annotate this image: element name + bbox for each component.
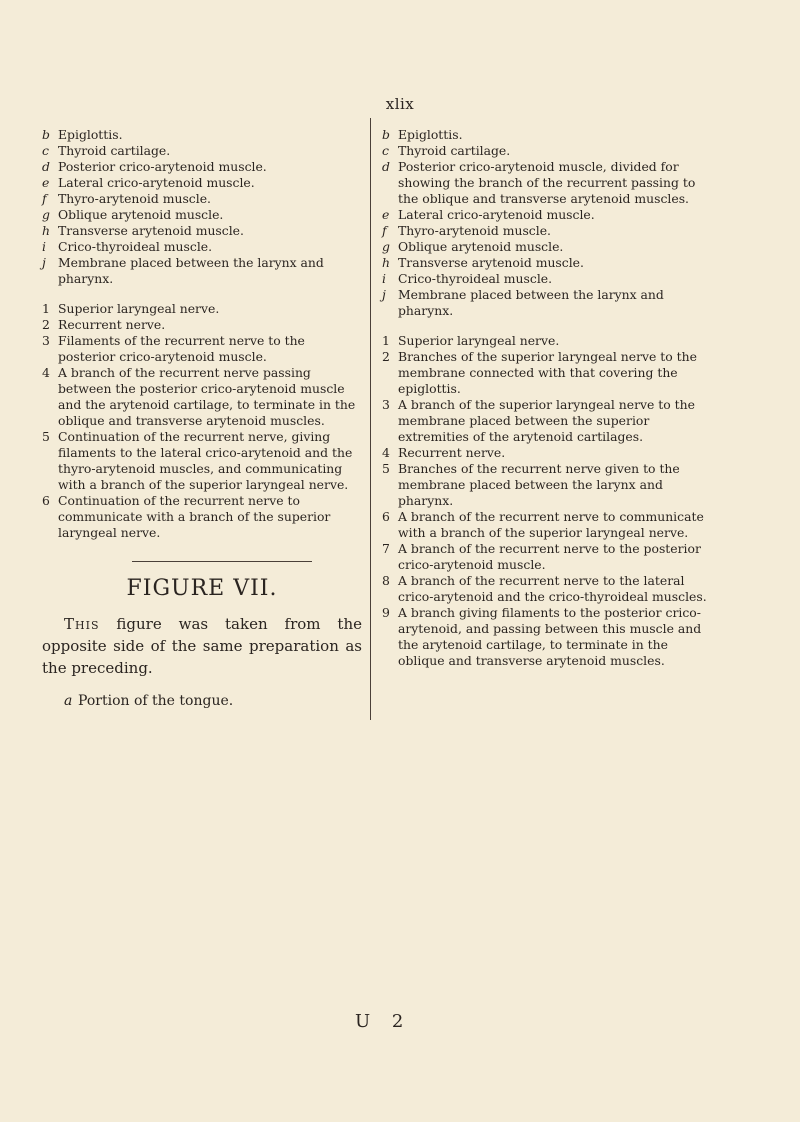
legend-key: 5	[382, 461, 390, 476]
legend-entry	[382, 255, 708, 271]
right-number-legend	[382, 333, 708, 669]
legend-key: d	[42, 159, 50, 174]
figure-title: FIGURE VII.	[126, 576, 278, 601]
legend-entry	[42, 127, 362, 143]
legend-text: Crico-thyroideal muscle.	[58, 239, 213, 254]
legend-key: 1	[42, 301, 50, 316]
figure-description-body: figure was taken from the opposite side of the same preparation as the preceding.	[42, 615, 362, 677]
legend-key: 8	[382, 573, 390, 588]
legend-text: Continuation of the recurrent nerve, giving filaments to the lateral crico-arytenoid and the thyro-arytenoid muscles, and communicating with a branch of the superior laryngeal nerve.	[58, 429, 353, 492]
figure-description	[42, 613, 362, 679]
legend-entry	[64, 693, 362, 709]
legend-key: f	[382, 223, 387, 238]
legend-text: A branch of the recurrent nerve to communicate with a branch of the superior laryngeal nerve.	[398, 509, 704, 540]
legend-text: A branch giving filaments to the posterior crico-arytenoid, and passing between this muscle and the arytenoid cartilage, to terminate in the oblique and transverse arytenoid muscles.	[398, 605, 702, 668]
legend-key: a	[64, 693, 73, 709]
legend-key: b	[42, 127, 50, 142]
legend-text: A branch of the recurrent nerve to the lateral crico-arytenoid and the crico-thyroideal muscles.	[398, 573, 707, 604]
legend-entry	[382, 445, 708, 461]
legend-text: Thyro-arytenoid muscle.	[58, 191, 211, 206]
legend-entry	[42, 159, 362, 175]
legend-key: c	[382, 143, 389, 158]
legend-key: 5	[42, 429, 50, 444]
legend-text: Filaments of the recurrent nerve to the posterior crico-arytenoid muscle.	[58, 333, 305, 364]
legend-entry	[42, 493, 362, 541]
legend-text: Posterior crico-arytenoid muscle.	[58, 159, 267, 174]
legend-text: A branch of the recurrent nerve passing between the posterior crico-arytenoid muscle and the arytenoid cartilage, to terminate in the oblique and transverse arytenoid muscles.	[58, 365, 356, 428]
legend-entry	[42, 317, 362, 333]
legend-key: 4	[42, 365, 50, 380]
legend-entry	[42, 191, 362, 207]
legend-entry	[42, 143, 362, 159]
legend-text: Membrane placed between the larynx and pharynx.	[58, 255, 324, 286]
legend-text: Oblique arytenoid muscle.	[398, 239, 564, 254]
legend-key: j	[42, 255, 46, 270]
legend-key: g	[42, 207, 50, 222]
signature-mark: U 2	[355, 1011, 412, 1032]
legend-text: Lateral crico-arytenoid muscle.	[58, 175, 255, 190]
legend-key: 2	[42, 317, 50, 332]
legend-text: Thyro-arytenoid muscle.	[398, 223, 551, 238]
legend-text: Recurrent nerve.	[58, 317, 166, 332]
legend-key: 7	[382, 541, 390, 556]
legend-text: Superior laryngeal nerve.	[58, 301, 220, 316]
legend-key: 9	[382, 605, 390, 620]
legend-entry	[382, 605, 708, 669]
legend-key: 3	[42, 333, 50, 348]
figure-legend	[42, 693, 362, 709]
legend-entry	[382, 541, 708, 573]
legend-text: Epiglottis.	[58, 127, 123, 142]
legend-key: h	[42, 223, 50, 238]
figure-description-lead: This	[64, 615, 100, 633]
legend-key: b	[382, 127, 390, 142]
legend-entry	[42, 239, 362, 255]
legend-text: Posterior crico-arytenoid muscle, divided for showing the branch of the recurrent passing to the oblique and transverse arytenoid muscles.	[398, 159, 696, 206]
legend-entry	[382, 159, 708, 207]
legend-text: A branch of the superior laryngeal nerve to the membrane placed between the superior extremities of the arytenoid cartilages.	[398, 397, 695, 444]
column-divider	[370, 118, 371, 720]
legend-text: A branch of the recurrent nerve to the posterior crico-arytenoid muscle.	[398, 541, 701, 572]
legend-key: f	[42, 191, 47, 206]
legend-key: i	[42, 239, 46, 254]
legend-key: g	[382, 239, 390, 254]
legend-text: Oblique arytenoid muscle.	[58, 207, 224, 222]
legend-key: d	[382, 159, 390, 174]
legend-text: Branches of the superior laryngeal nerve to the membrane connected with that covering the epiglottis.	[398, 349, 697, 396]
legend-text: Epiglottis.	[398, 127, 463, 142]
legend-entry	[382, 223, 708, 239]
left-column	[42, 127, 362, 723]
legend-entry	[382, 239, 708, 255]
legend-text: Crico-thyroideal muscle.	[398, 271, 553, 286]
section-divider-rule	[132, 561, 312, 562]
legend-key: e	[42, 175, 50, 190]
page-number: xlix	[385, 95, 415, 113]
left-number-legend	[42, 301, 362, 541]
legend-text: Membrane placed between the larynx and pharynx.	[398, 287, 664, 318]
legend-text: Recurrent nerve.	[398, 445, 506, 460]
legend-key: 6	[382, 509, 390, 524]
legend-text: Thyroid cartilage.	[58, 143, 171, 158]
legend-key: 4	[382, 445, 390, 460]
legend-entry	[42, 255, 362, 287]
legend-entry	[382, 333, 708, 349]
legend-entry	[382, 461, 708, 509]
legend-key: 1	[382, 333, 390, 348]
legend-entry	[382, 573, 708, 605]
legend-entry	[42, 365, 362, 429]
legend-entry	[42, 333, 362, 365]
legend-entry	[382, 287, 708, 319]
legend-entry	[42, 207, 362, 223]
legend-text: Lateral crico-arytenoid muscle.	[398, 207, 595, 222]
legend-key: 2	[382, 349, 390, 364]
legend-entry	[382, 143, 708, 159]
legend-entry	[382, 349, 708, 397]
legend-key: c	[42, 143, 49, 158]
legend-entry	[382, 207, 708, 223]
right-column	[382, 127, 708, 669]
legend-key: 3	[382, 397, 390, 412]
legend-entry	[42, 223, 362, 239]
left-letter-legend	[42, 127, 362, 287]
legend-key: h	[382, 255, 390, 270]
legend-key: e	[382, 207, 390, 222]
legend-text: Continuation of the recurrent nerve to communicate with a branch of the superior laryngeal nerve.	[58, 493, 331, 540]
legend-entry	[42, 301, 362, 317]
right-letter-legend	[382, 127, 708, 319]
legend-key: 6	[42, 493, 50, 508]
legend-key: i	[382, 271, 386, 286]
legend-text: Branches of the recurrent nerve given to the membrane placed between the larynx and pharynx.	[398, 461, 680, 508]
legend-text: Portion of the tongue.	[78, 693, 234, 709]
legend-entry	[382, 397, 708, 445]
legend-entry	[42, 429, 362, 493]
legend-text: Transverse arytenoid muscle.	[398, 255, 584, 270]
legend-key: j	[382, 287, 386, 302]
legend-text: Superior laryngeal nerve.	[398, 333, 560, 348]
legend-entry	[382, 271, 708, 287]
legend-entry	[382, 127, 708, 143]
legend-entry	[42, 175, 362, 191]
legend-text: Thyroid cartilage.	[398, 143, 511, 158]
legend-entry	[382, 509, 708, 541]
legend-text: Transverse arytenoid muscle.	[58, 223, 244, 238]
